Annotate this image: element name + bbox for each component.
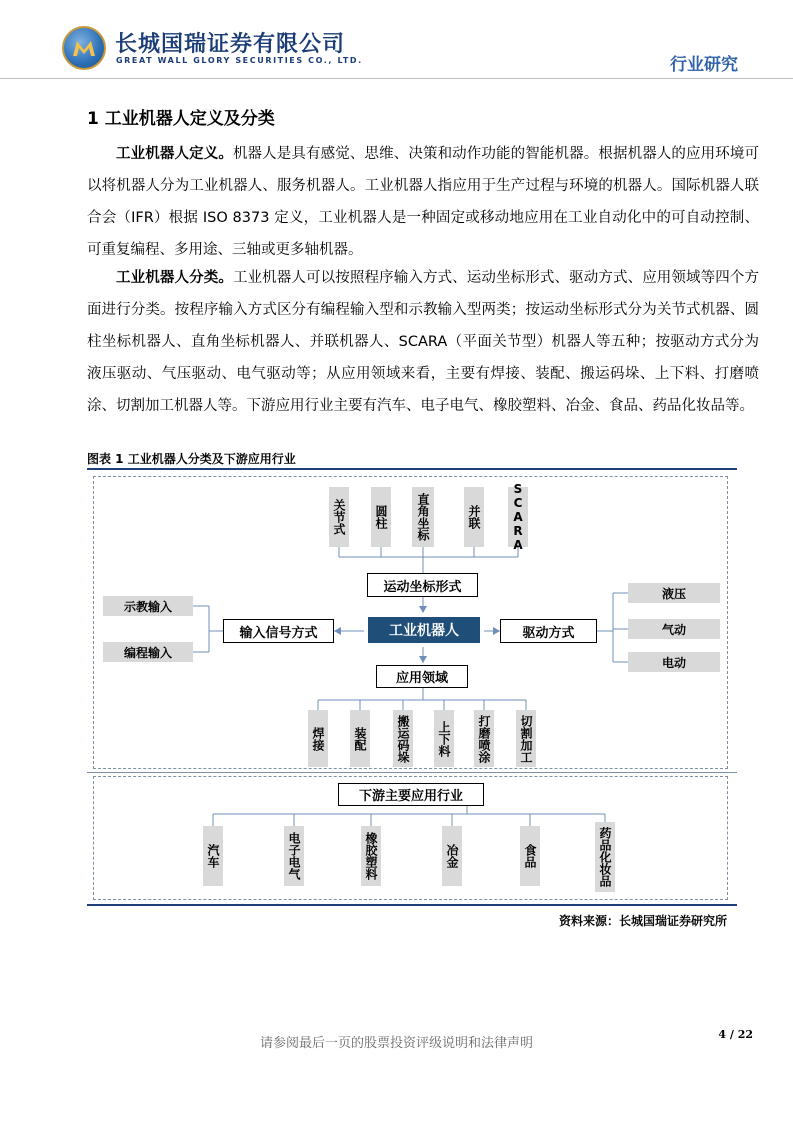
figure-caption: 图表 1 工业机器人分类及下游应用行业 (87, 452, 296, 466)
downstream-item: 药品化妆品 (595, 822, 615, 892)
section-title: 1 工业机器人定义及分类 (87, 109, 275, 129)
motion-item: 关节式 (329, 487, 349, 547)
company-name-en: GREAT WALL GLORY SECURITIES CO., LTD. (116, 56, 363, 65)
input-item: 示教输入 (103, 596, 193, 616)
input-category: 输入信号方式 (223, 619, 334, 643)
application-category: 应用领域 (376, 665, 468, 688)
application-item: 切割加工 (516, 710, 536, 767)
downstream-item: 汽车 (203, 826, 223, 886)
application-item: 上下料 (434, 710, 454, 767)
application-item: 焊接 (308, 710, 328, 767)
figure-source: 资料来源：长城国瑞证券研究所 (558, 914, 727, 928)
downstream-item: 电子电气 (284, 826, 304, 886)
drive-item: 液压 (628, 583, 720, 603)
paragraph-lead: 工业机器人定义。 (116, 146, 233, 162)
motion-item: 圆柱 (371, 487, 391, 547)
paragraph-text: 机器人是具有感觉、思维、决策和动作功能的智能机器。根据机器人的应用环境可以将机器人分为工业机器人、服务机器人。工业机器人指应用于生产过程与环境的机器人。国际机器人联合会（IFR）根据 ISO 8373 定义，工业机器人是一种固定或移动地应用在工业自动化中的可自动控制、可重复编程、多用途、三轴或更多轴机器。 (87, 146, 760, 258)
drive-item: 气动 (628, 619, 720, 639)
arrow-head (334, 627, 341, 635)
input-item: 编程输入 (103, 642, 193, 662)
footer-disclaimer: 请参阅最后一页的股票投资评级说明和法律声明 (259, 1036, 533, 1051)
motion-category: 运动坐标形式 (367, 573, 478, 597)
paragraph-lead: 工业机器人分类。 (116, 270, 233, 286)
application-item: 搬运码垛 (393, 710, 413, 767)
arrow-head (493, 627, 500, 635)
downstream-item: 冶金 (442, 826, 462, 886)
application-item: 打磨喷涂 (474, 710, 494, 767)
motion-item: 并联 (464, 487, 484, 547)
downstream-category: 下游主要应用行业 (338, 783, 484, 806)
company-name-cn: 长城国瑞证券有限公司 (115, 32, 346, 57)
drive-category: 驱动方式 (500, 619, 597, 643)
motion-item: SCARA (508, 487, 528, 547)
arrow-head (419, 656, 427, 663)
drive-item: 电动 (628, 652, 720, 672)
motion-item: 直角坐标 (412, 487, 434, 547)
application-item: 装配 (350, 710, 370, 767)
arrow-head (419, 606, 427, 613)
industrial-robot-node: 工业机器人 (368, 617, 480, 643)
paragraph-text: 工业机器人可以按照程序输入方式、运动坐标形式、驱动方式、应用领域等四个方面进行分类。按程序输入方式区分有编程输入型和示教输入型两类；按运动坐标形式分为关节式机器、圆柱坐标机器人、直角坐标机器人、并联机器人、SCARA（平面关节型）机器人等五种；按驱动方式分为液压驱动、气压驱动、电气驱动等；从应用领域来看，主要有焊接、装配、搬运码垛、上下料、打磨喷涂、切割加工机器人等。下游应用行业主要有汽车、电子电气、橡胶塑料、冶金、食品、药品化妆品等。 (87, 270, 760, 414)
page-number: 4 / 22 (718, 1028, 753, 1041)
report-type-tag: 行业研究 (670, 55, 738, 75)
downstream-item: 食品 (520, 826, 540, 886)
downstream-item: 橡胶塑料 (361, 826, 381, 886)
